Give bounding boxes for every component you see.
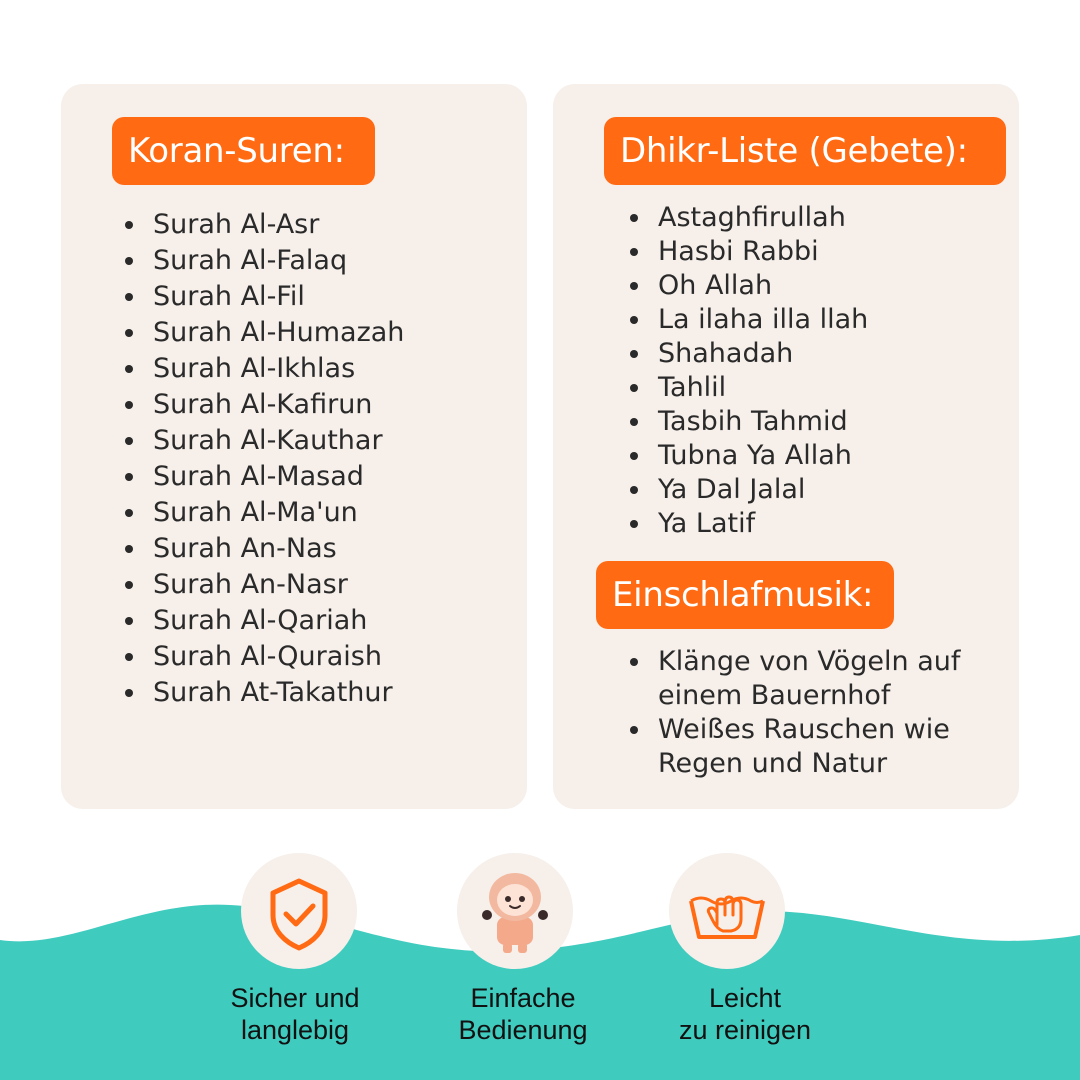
feature-clean-label: Leicht zu reinigen xyxy=(678,983,812,1045)
list-item: Tahlil xyxy=(630,371,868,405)
feature-easy-label: Einfache Bedienung xyxy=(458,983,588,1045)
list-item: Surah Al-Fil xyxy=(125,279,404,315)
list-item: Weißes Rauschen wie Regen und Natur xyxy=(630,713,1010,781)
list-item: Surah Al-Masad xyxy=(125,459,404,495)
list-item: Klänge von Vögeln auf einem Bauernhof xyxy=(630,645,1010,713)
list-item: Surah Al-Kauthar xyxy=(125,423,404,459)
koran-title: Koran-Suren: xyxy=(112,117,375,185)
hand-wash-icon xyxy=(669,853,785,969)
feature-safe-label: Sicher und langlebig xyxy=(230,983,360,1045)
list-item: Ya Dal Jalal xyxy=(630,473,868,507)
list-item: Ya Latif xyxy=(630,507,868,541)
list-item: Surah An-Nasr xyxy=(125,567,404,603)
list-item: Surah Al-Kafirun xyxy=(125,387,404,423)
dhikr-title: Dhikr-Liste (Gebete): xyxy=(604,117,1006,185)
list-item: Hasbi Rabbi xyxy=(630,235,868,269)
list-item: Tubna Ya Allah xyxy=(630,439,868,473)
doll-icon xyxy=(457,853,573,969)
list-item: Surah Al-Humazah xyxy=(125,315,404,351)
list-item: Surah Al-Quraish xyxy=(125,639,404,675)
list-item: Surah Al-Ikhlas xyxy=(125,351,404,387)
list-item: Surah Al-Asr xyxy=(125,207,404,243)
list-item: Surah At-Takathur xyxy=(125,675,404,711)
list-item: Shahadah xyxy=(630,337,868,371)
shield-check-icon xyxy=(241,853,357,969)
list-item: Astaghfirullah xyxy=(630,201,868,235)
list-item: Surah Al-Falaq xyxy=(125,243,404,279)
list-item: Surah Al-Ma'un xyxy=(125,495,404,531)
list-item: Oh Allah xyxy=(630,269,868,303)
musik-title: Einschlafmusik: xyxy=(596,561,894,629)
list-item: La ilaha illa llah xyxy=(630,303,868,337)
list-item: Tasbih Tahmid xyxy=(630,405,868,439)
list-item: Surah Al-Qariah xyxy=(125,603,404,639)
list-item: Surah An-Nas xyxy=(125,531,404,567)
